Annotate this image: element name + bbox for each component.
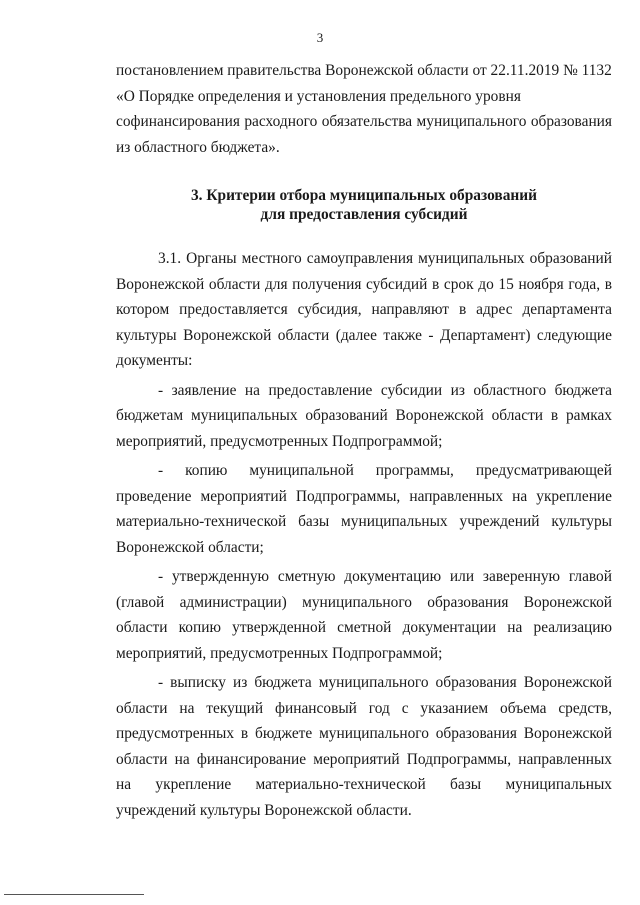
page-number: 3 (316, 30, 324, 45)
intro-line-2: «О Порядке определения и установления предельного уровня (116, 87, 521, 105)
list-item-program-copy: - копию муниципальной программы, предусматривающей проведение мероприятий Подпрограммы, направленных на укрепление материально-технической базы муниципальных учреждений культуры Воронежской области; (116, 462, 612, 556)
intro-rest: софинансирования расходного обязательства муниципального образования из областного бюджета». (116, 113, 612, 156)
list-item-application: - заявление на предоставление субсидии из областного бюджета бюджетам муниципальных образований Воронежской области в рамках мероприятий, предусмотренных Подпрограммой; (116, 381, 612, 450)
list-item-budget-extract: - выписку из бюджета муниципального образования Воронежской области на текущий финансовый год с указанием объема средств, предусмотренных в бюджете муниципального образования Воронежской области на финансирование мероприятий Подпрограммы, направленных на укрепление материально-технической базы муниципальных учреждений культуры Воронежской области. (116, 674, 612, 819)
section-title-line-1: 3. Критерии отбора муниципальных образований (190, 187, 538, 204)
footer-divider (4, 894, 144, 895)
section-heading (116, 186, 612, 224)
section-title-line-2: для предоставления субсидий (260, 206, 468, 223)
intro-line-1: постановлением правительства Воронежской области от 22.11.2019 № 1132 (116, 62, 612, 79)
list-item-estimate-docs: - утвержденную сметную документацию или заверенную главой (главой администрации) муниципального образования Воронежской области копию утвержденной сметной документации на реализацию мероприятий, предусмотренных Подпрограммой; (116, 568, 612, 662)
document-body (116, 58, 612, 823)
paragraph-3-1: 3.1. Органы местного самоуправления муниципальных образований Воронежской области для получения субсидий в срок до 15 ноября года, в котором предоставляется субсидия, направляют в адрес департамента культуры Воронежской области (далее также - Департамент) следующие документы: (116, 250, 612, 369)
